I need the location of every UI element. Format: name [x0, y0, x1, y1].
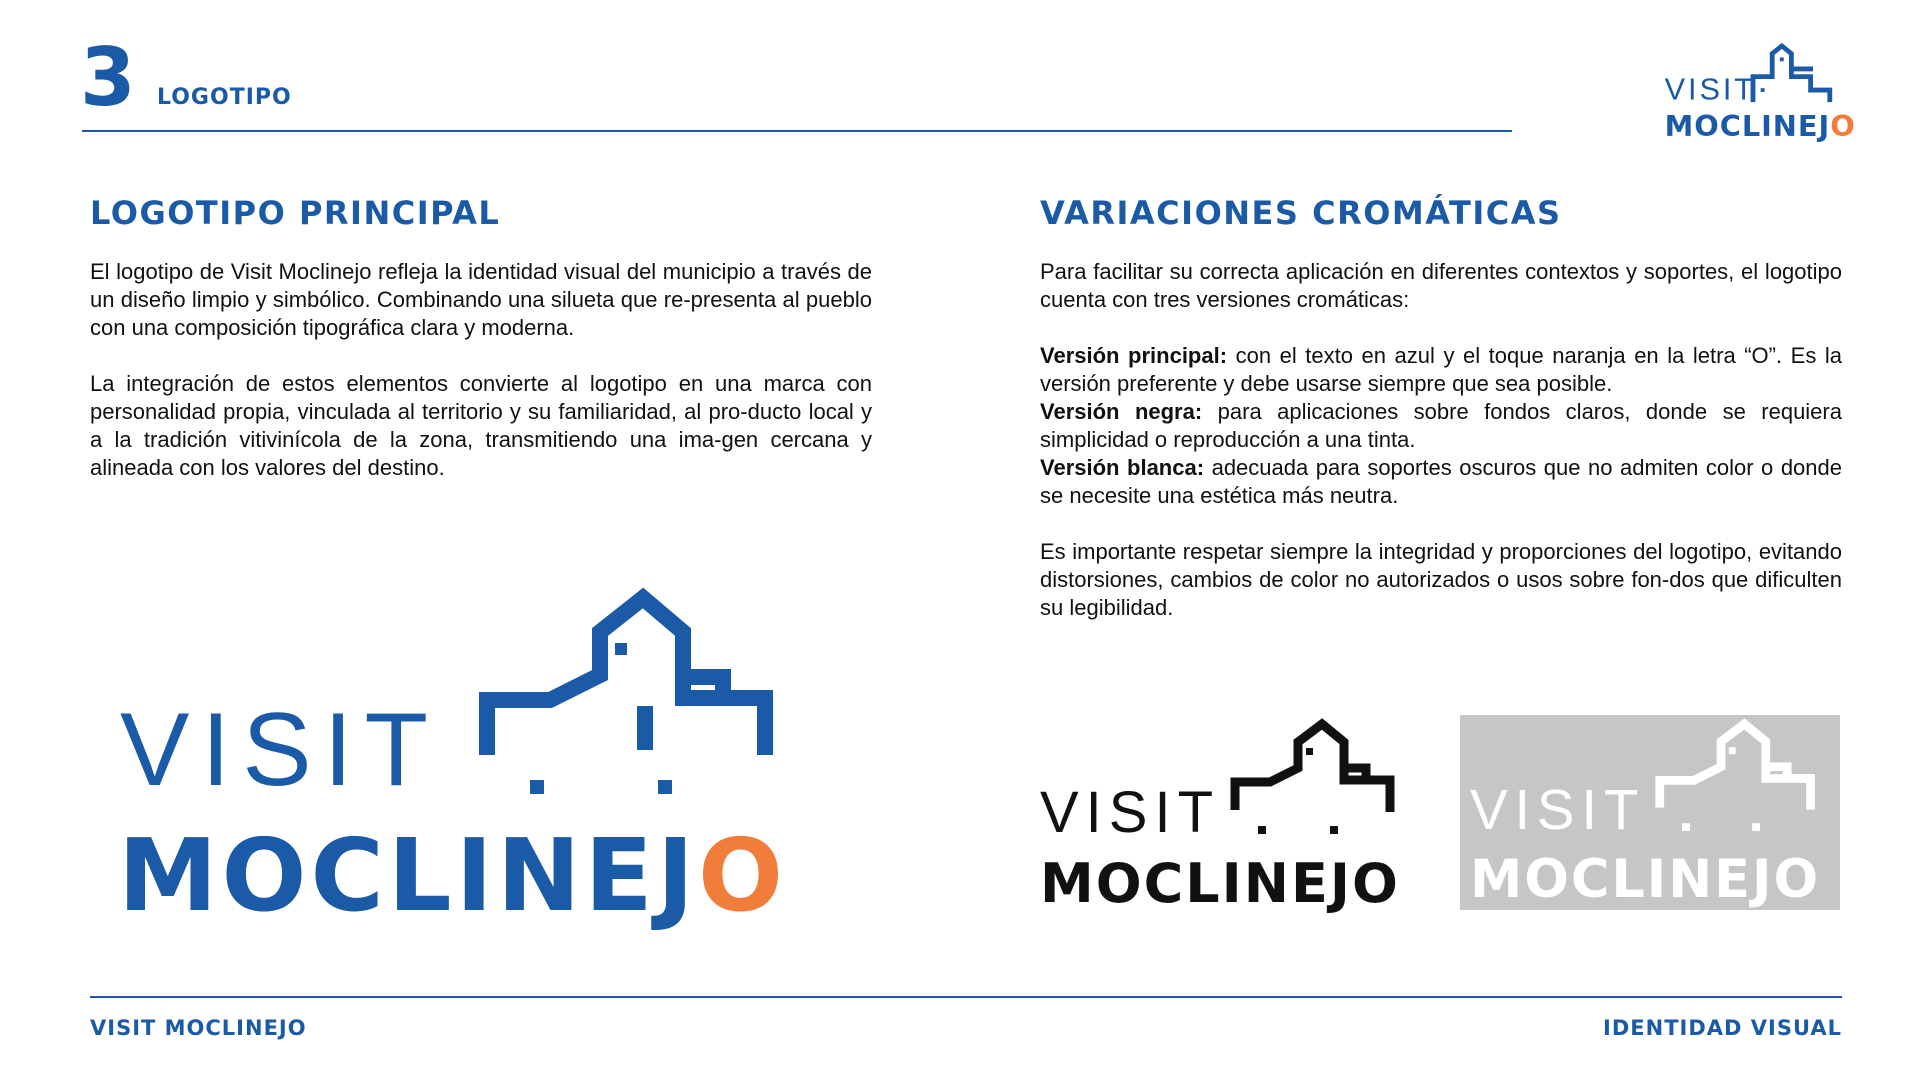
- logo-principal-heading: LOGOTIPO PRINCIPAL: [90, 194, 501, 232]
- white-logo-background: [1460, 715, 1840, 910]
- paragraph: La integración de estos elementos convierte al logotipo en una marca con personalidad propia, vinculada al territorio y su familiaridad, al pro-ducto local y a la tradición vitivinícola de la zona, transmitiendo una ima-gen cercana y alineada con los valores del destino.: [90, 371, 872, 480]
- black-logo-visit: VISIT: [1040, 780, 1221, 845]
- main-logo-moclinej: MOCLINEJ: [118, 817, 699, 934]
- header-logo-moclinej: MOCLINEJ: [1664, 109, 1831, 144]
- white-logo-o: O: [1773, 849, 1821, 911]
- intro-paragraph: Para facilitar su correcta aplicación en diferentes contextos y soportes, el logotipo cuenta con tres versiones cromáticas:: [1040, 259, 1842, 312]
- svg-text:MOCLINEJO: [118, 817, 787, 934]
- white-logo: [1470, 720, 1830, 911]
- version-text: adecuada para soportes oscuros que no admiten color o donde se necesite una estética más neutra.: [1040, 455, 1842, 508]
- white-logo-visit: VISIT: [1470, 778, 1646, 842]
- logo-principal-text: [90, 258, 872, 510]
- main-logo-visit: VISIT: [120, 692, 441, 808]
- svg-text:MOCLINEJO: [1665, 109, 1856, 143]
- main-logo-o: O: [698, 817, 788, 934]
- paragraph: El logotipo de Visit Moclinejo refleja la identidad visual del municipio a través de un diseño limpio y simbólico. Combinando una silueta que re-presenta al pueblo con una composición tipográfica clara y moderna.: [90, 259, 872, 340]
- version-label: Versión negra:: [1040, 399, 1203, 424]
- header-logo: [1655, 44, 1856, 144]
- black-logo: [1040, 720, 1410, 915]
- header-logo-o: O: [1830, 109, 1856, 144]
- white-logo-moclinej: MOCLINEJ: [1470, 849, 1774, 911]
- main-logo: [118, 590, 810, 934]
- header-logo-visit: VISIT: [1664, 71, 1756, 107]
- section-number: 3: [80, 31, 136, 124]
- footer-brand: VISIT MOCLINEJO: [90, 1016, 307, 1040]
- header-divider: [82, 130, 1512, 132]
- section-title: LOGOTIPO: [157, 85, 292, 110]
- svg-text:MOCLINEJO: [1470, 849, 1820, 910]
- version-text: con el texto en azul y el toque naranja en la letra “O”. Es la versión preferente y debe usarse siempre que sea posible.: [1040, 343, 1842, 396]
- variaciones-heading: VARIACIONES CROMÁTICAS: [1040, 194, 1562, 232]
- variaciones-text: [1040, 258, 1842, 650]
- black-logo-moclinej: MOCLINEJ: [1040, 852, 1352, 915]
- footer-section: IDENTIDAD VISUAL: [1603, 1016, 1842, 1040]
- versions-paragraph: [1040, 342, 1842, 510]
- black-logo-o: O: [1351, 852, 1400, 915]
- version-label: Versión principal:: [1040, 343, 1228, 368]
- footer-divider: [90, 996, 1842, 998]
- closing-paragraph: Es importante respetar siempre la integridad y proporciones del logotipo, evitando distorsiones, cambios de color no autorizados o usos sobre fon-dos que dificulten su legibilidad.: [1040, 539, 1842, 620]
- version-text: para aplicaciones sobre fondos claros, donde se requiera simplicidad o reproducción a una tinta.: [1040, 399, 1842, 452]
- svg-text:MOCLINEJO: [1040, 852, 1400, 915]
- version-label: Versión blanca:: [1040, 455, 1205, 480]
